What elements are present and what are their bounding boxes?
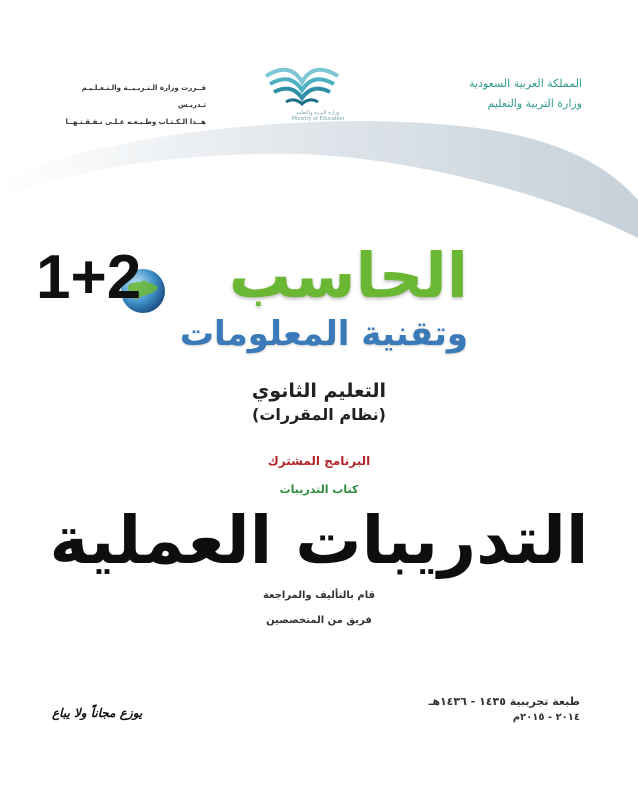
edition-line1: طبعة تجريبية ١٤٣٥ - ١٤٣٦هـ <box>428 695 580 708</box>
approval-line2: هــذا الـكـتـاب وطـبـعـه عـلـى نـفـقـتـهــا <box>65 118 206 126</box>
authors-line2: فريق من المتخصصين <box>266 615 372 626</box>
ministry-line2: وزارة التربية والتعليم <box>487 97 582 110</box>
distribution-note: يوزع مجاناً ولا يباع <box>52 706 143 720</box>
education-system: (نظام المقررات) <box>252 405 386 424</box>
logo-caption-en: Ministry of Education <box>291 116 345 122</box>
book-series-subtitle: وتقنية المعلومات <box>179 314 468 354</box>
volume-number: 1+2 <box>36 243 142 312</box>
program-track: البرنامج المشترك <box>267 454 371 468</box>
book-type: كتاب التدريبات <box>279 483 359 496</box>
education-level: التعليم الثانوي <box>251 380 387 402</box>
ministry-header <box>469 74 582 114</box>
book-title: التدريبات العملية <box>49 502 589 579</box>
background-sweep <box>0 118 638 258</box>
logo-caption-ar: وزارة التربية والتعليم <box>296 110 340 116</box>
book-series-title: الحاسب <box>228 239 468 312</box>
ministry-line1: المملكة العربية السعودية <box>469 77 582 90</box>
logo-caption <box>288 110 348 122</box>
edition-line2: ٢٠١٤ - ٢٠١٥م <box>512 712 580 723</box>
authors-line1: قام بالتأليف والمراجعة <box>262 590 376 601</box>
approval-line1: قــررت وزارة الـتـربـيــة والـتـعـلـيـم تـدريـس <box>81 84 206 109</box>
approval-note <box>56 80 206 131</box>
